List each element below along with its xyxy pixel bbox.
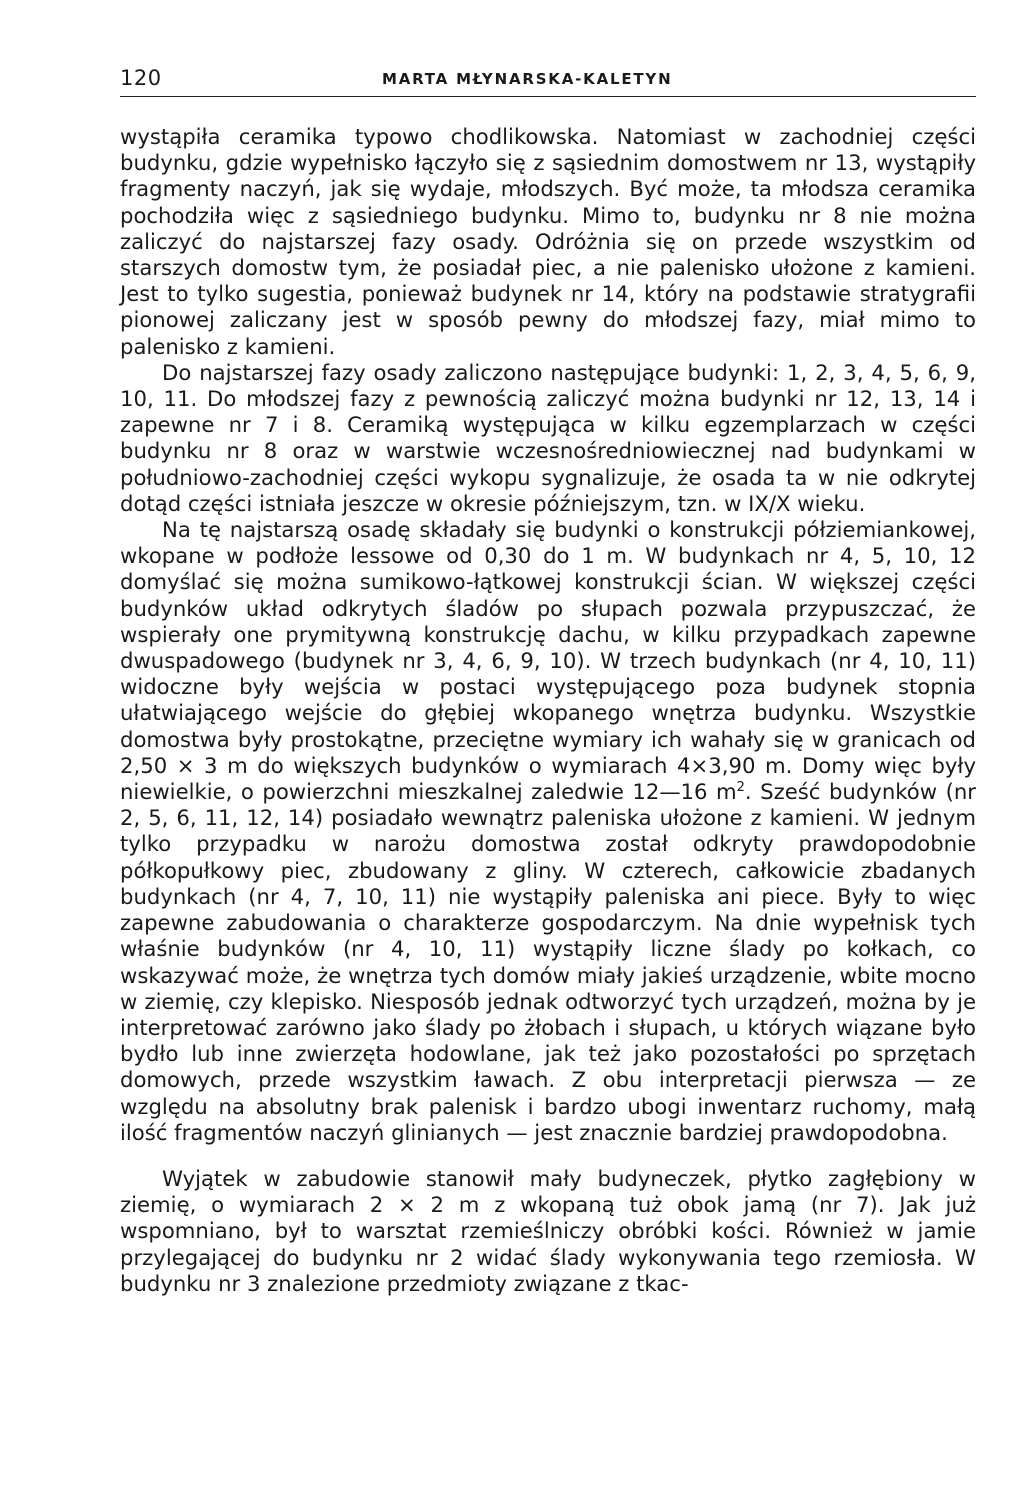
page-number: 120 — [120, 66, 162, 90]
paragraph-continuation: wystąpiła ceramika typowo chodlikowska. Natomiast w zachodniej części budynku, gdzie wypełnisko łączyło się z sąsiednim domostwem nr 13, wystąpiły fragmenty naczyń, jak się wydaje, młodszych. Być może, ta młodsza ceramika pochodziła więc z sąsiedniego budynku. Mimo to, budynku nr 8 nie można zaliczyć do najstarszej fazy osady. Odróżnia się on przede wszystkim od starszych domostw tym, że posiadał piec, a nie palenisko ułożone z kamieni. Jest to tylko sugestia, ponieważ budynek nr 14, który na podstawie stratygrafii pionowej zaliczany jest w sposób pewny do młodszej fazy, miał mimo to palenisko z kamieni. — [120, 124, 976, 359]
paragraph-construction — [120, 517, 976, 1146]
page — [120, 62, 976, 1297]
running-head — [120, 62, 976, 97]
paragraph-construction-text-a: Na tę najstarszą osadę składały się budynki o konstrukcji półziemiankowej, wkopane w podłoże lessowe od 0,30 do 1 m. W budynkach nr 4, 5, 10, 12 domyślać się można sumikowo-łątkowej konstrukcji ścian. W większej części budynków układ odkrytych śladów po słupach pozwala przypuszczać, że wspierały one prymitywną konstrukcję dachu, w kilku przypadkach zapewne dwuspadowego (budynek nr 3, 4, 6, 9, 10). W trzech budynkach (nr 4, 10, 11) widoczne były wejścia w postaci występującego poza budynek stopnia ułatwiającego wejście do głębiej wkopanego wnętrza budynku. Wszystkie domostwa były prostokątne, przeciętne wymiary ich wahały się w granicach od 2,50 × 3 m do większych budynków o wymiarach 4×3,90 m. Domy więc były niewielkie, o powierzchni mieszkalnej zaledwie 12—16 m — [120, 517, 976, 805]
paragraph-construction-text-b: . Sześć budynków (nr 2, 5, 6, 11, 12, 14) posiadało wewnątrz paleniska ułożone z kamieni. W jednym tylko przypadku w narożu domostwa został odkryty prawdopodobnie półkopułkowy piec, zbudowany z gliny. W czterech, całkowicie zbadanych budynkach (nr 4, 7, 10, 11) nie wystąpiły paleniska ani piece. Były to więc zapewne zabudowania o charakterze gospodarczym. Na dnie wypełnisk tych właśnie budynków (nr 4, 10, 11) wystąpiły liczne ślady po kołkach, co wskazywać może, że wnętrza tych domów miały jakieś urządzenie, wbite mocno w ziemię, czy klepisko. Niesposób jednak odtworzyć tych urządzeń, można by je interpretować zarówno jako ślady po żłobach i słupach, u których wiązane było bydło lub inne zwierzęta hodowlane, jak też jako pozostałości po sprzętach domowych, przede wszystkim ławach. Z obu interpretacji pierwsza — ze względu na absolutny brak palenisk i bardzo ubogi inwentarz ruchomy, małą ilość fragmentów naczyń glinianych — jest znacznie bardziej prawdopodobna. — [120, 779, 976, 1145]
superscript-exponent: 2 — [736, 780, 745, 796]
paragraph-workshop: Wyjątek w zabudowie stanowił mały budyneczek, płytko zagłębiony w ziemię, o wymiarach 2 × 2 m z wkopaną tuż obok jamą (nr 7). Jak już wspomniano, był to warsztat rzemieślniczy obróbki kości. Również w jamie przylegającej do budynku nr 2 widać ślady wykonywania tego rzemiosła. W budynku nr 3 znalezione przedmioty związane z tkac- — [120, 1165, 976, 1296]
author-running-head: MARTA MŁYNARSKA-KALETYN — [382, 70, 673, 88]
body-text — [120, 124, 976, 1297]
paragraph-phases: Do najstarszej fazy osady zaliczono następujące budynki: 1, 2, 3, 4, 5, 6, 9, 10, 11. Do młodszej fazy z pewnością zaliczyć można budynki nr 12, 13, 14 i zapewne nr 7 i 8. Ceramiką występująca w kilku egzemplarzach w części budynku nr 8 oraz w warstwie wczesnośredniowiecznej nad budynkami w południowo-zachodniej części wykopu sygnalizuje, że osada ta w nie odkrytej dotąd części istniała jeszcze w okresie późniejszym, tzn. w IX/X wieku. — [120, 359, 976, 516]
